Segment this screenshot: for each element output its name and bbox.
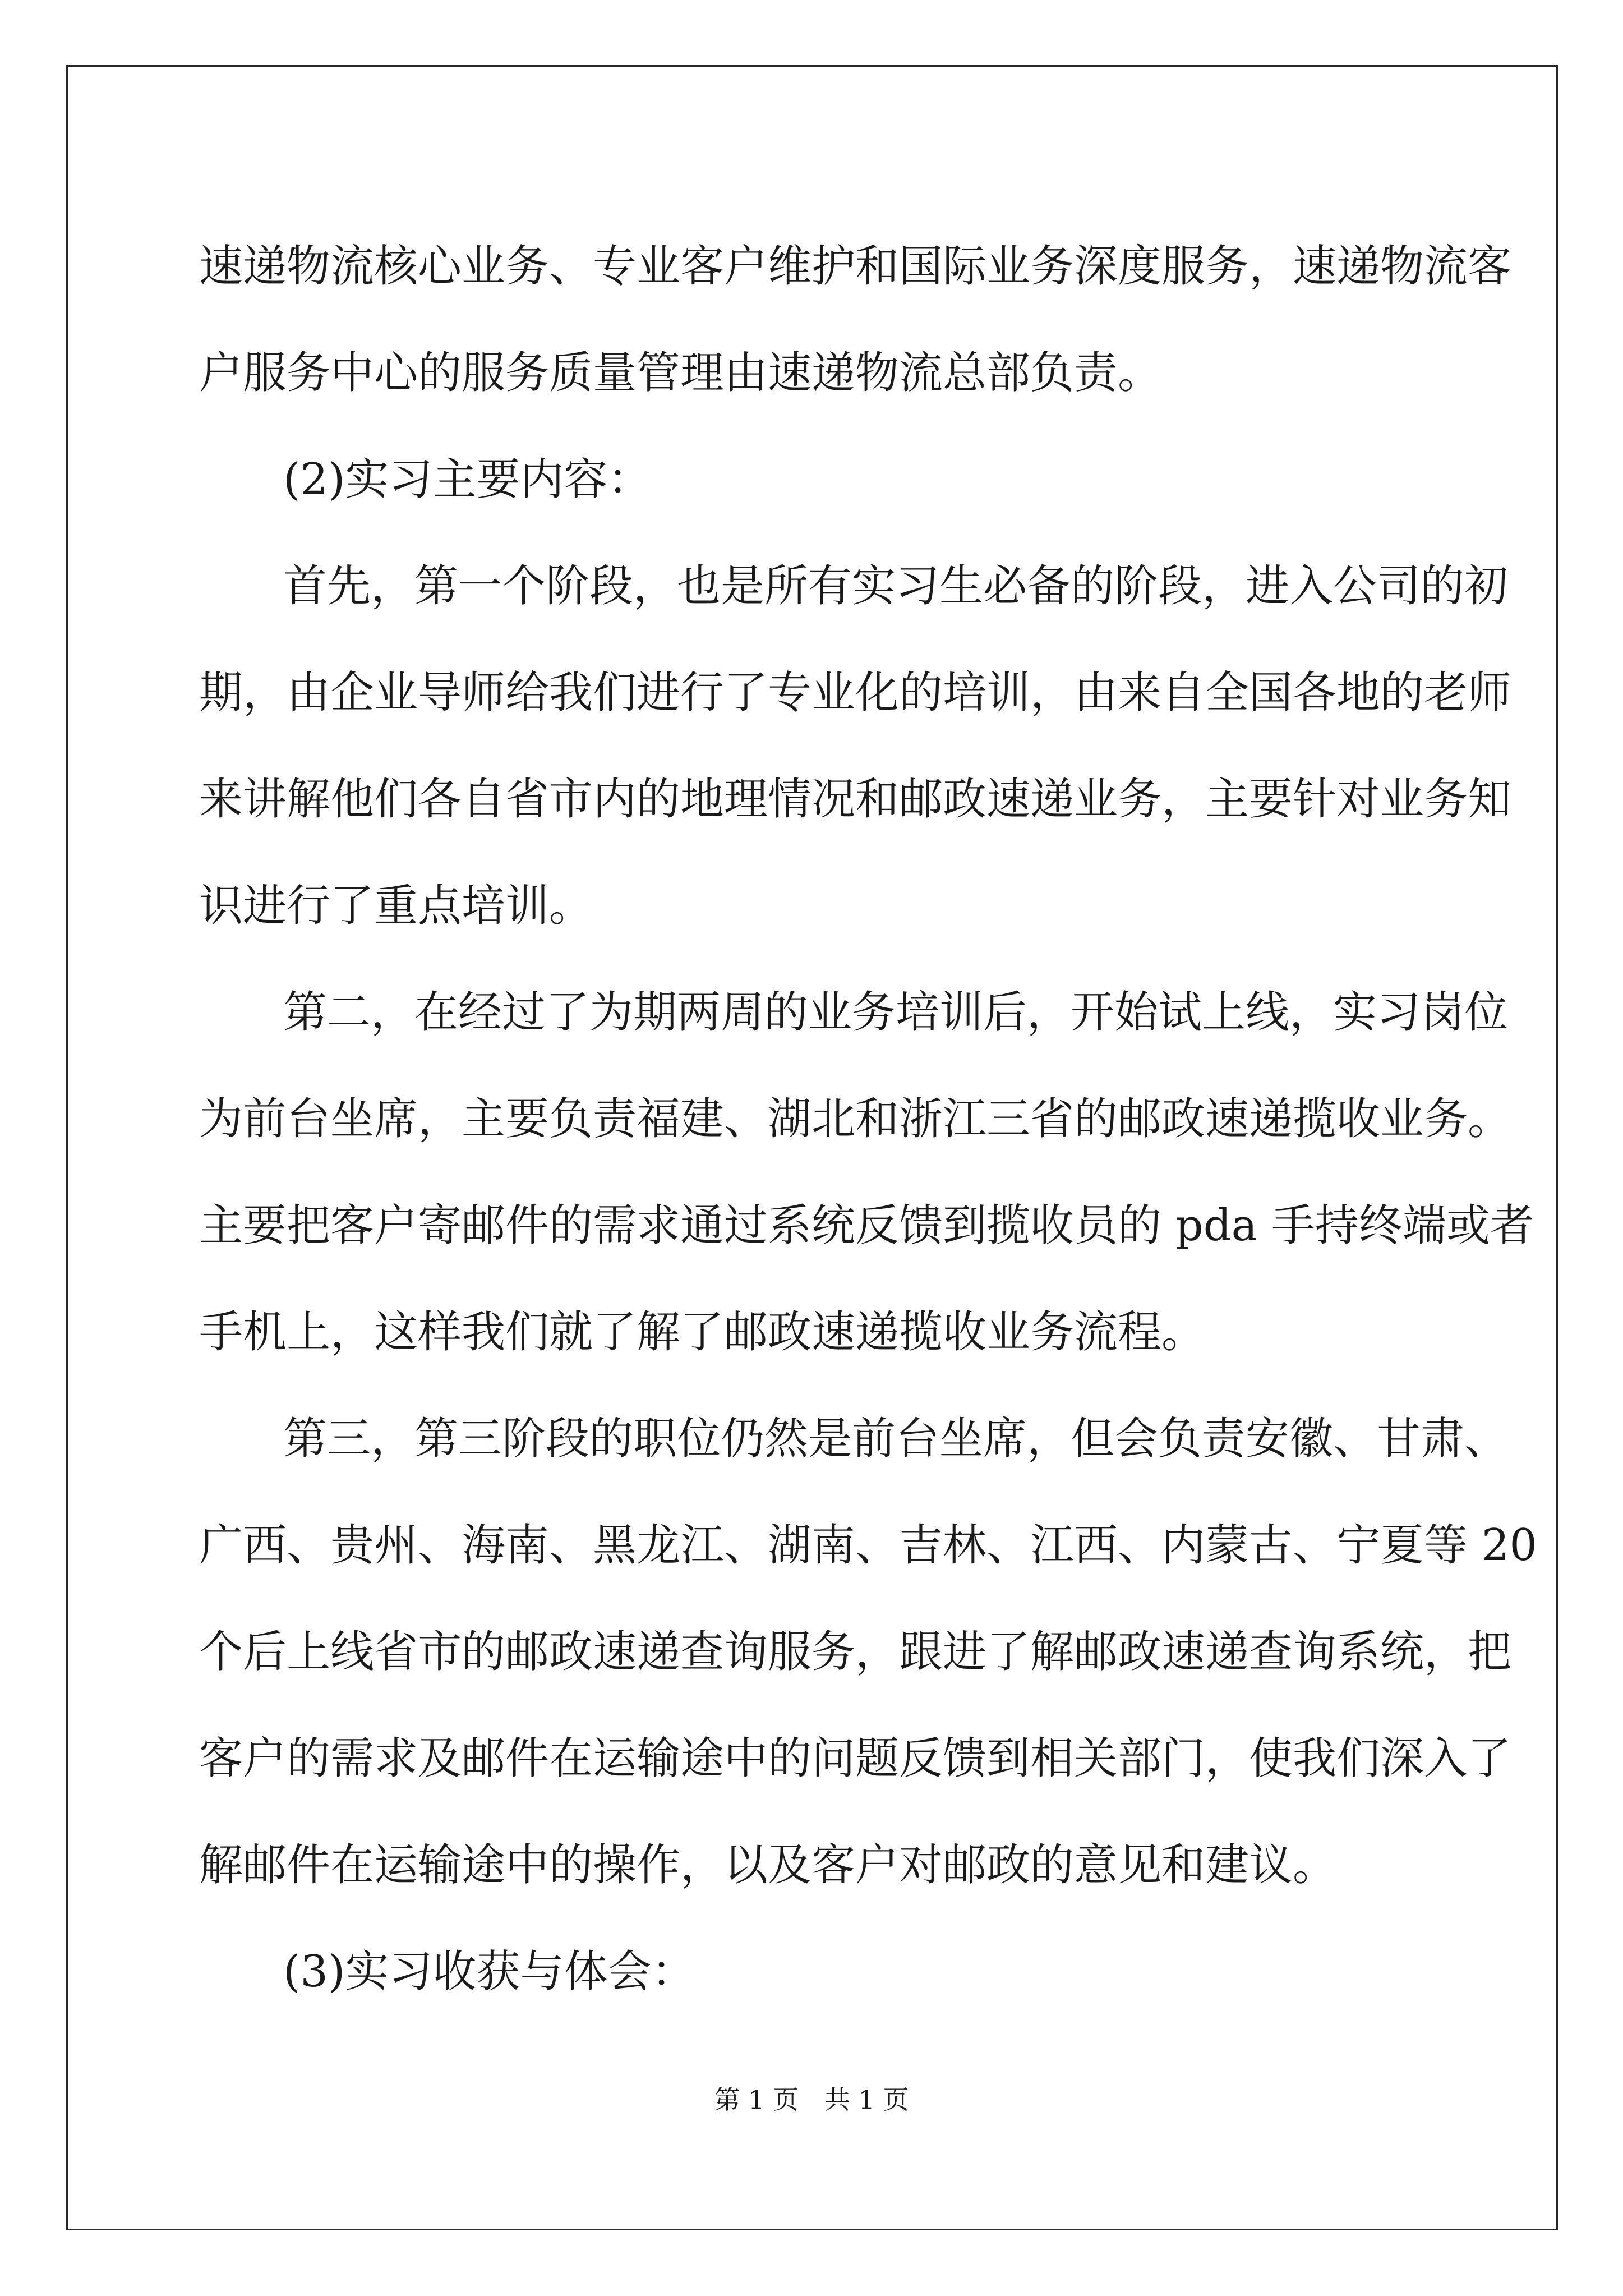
page-number: 第 1 页	[714, 2085, 799, 2115]
text-line: 首先，第一个阶段，也是所有实习生必备的阶段，进入公司的初	[283, 561, 1509, 611]
text-line: 速递物流核心业务、专业客户维护和国际业务深度服务，速递物流客	[199, 241, 1512, 292]
document-body	[199, 213, 1538, 2025]
text-line: 为前台坐席，主要负责福建、湖北和浙江三省的邮政速递揽收业务。	[199, 1094, 1512, 1144]
text-line: 解邮件在运输途中的操作，以及客户对邮政的意见和建议。	[199, 1840, 1337, 1890]
text-line: 手机上，这样我们就了解了邮政速递揽收业务流程。	[199, 1307, 1206, 1358]
section-heading: (3)实习收获与体会：	[283, 1947, 695, 1997]
page-total: 共 1 页	[824, 2085, 909, 2115]
text-line: 来讲解他们各自省市内的地理情况和邮政速递业务，主要针对业务知	[199, 774, 1512, 825]
text-line: 主要把客户寄邮件的需求通过系统反馈到揽收员的 pda 手持终端或者	[199, 1200, 1534, 1251]
text-line: 第三，第三阶段的职位仍然是前台坐席，但会负责安徽、甘肃、	[283, 1414, 1509, 1464]
text-line: 客户的需求及邮件在运输途中的问题反馈到相关部门，使我们深入了	[199, 1733, 1512, 1784]
text-line: 户服务中心的服务质量管理由速递物流总部负责。	[199, 348, 1162, 398]
text-line: 识进行了重点培训。	[199, 881, 593, 931]
text-line: 广西、贵州、海南、黑龙江、湖南、吉林、江西、内蒙古、宁夏等 20	[199, 1520, 1538, 1571]
text-line: 第二，在经过了为期两周的业务培训后，开始试上线，实习岗位	[283, 987, 1509, 1038]
text-line: 个后上线省市的邮政速递查询服务，跟进了解邮政速递查询系统，把	[199, 1627, 1512, 1677]
text-line: 期，由企业导师给我们进行了专业化的培训，由来自全国各地的老师	[199, 668, 1512, 718]
page-footer	[0, 2083, 1623, 2116]
section-heading: (2)实习主要内容：	[283, 454, 652, 505]
